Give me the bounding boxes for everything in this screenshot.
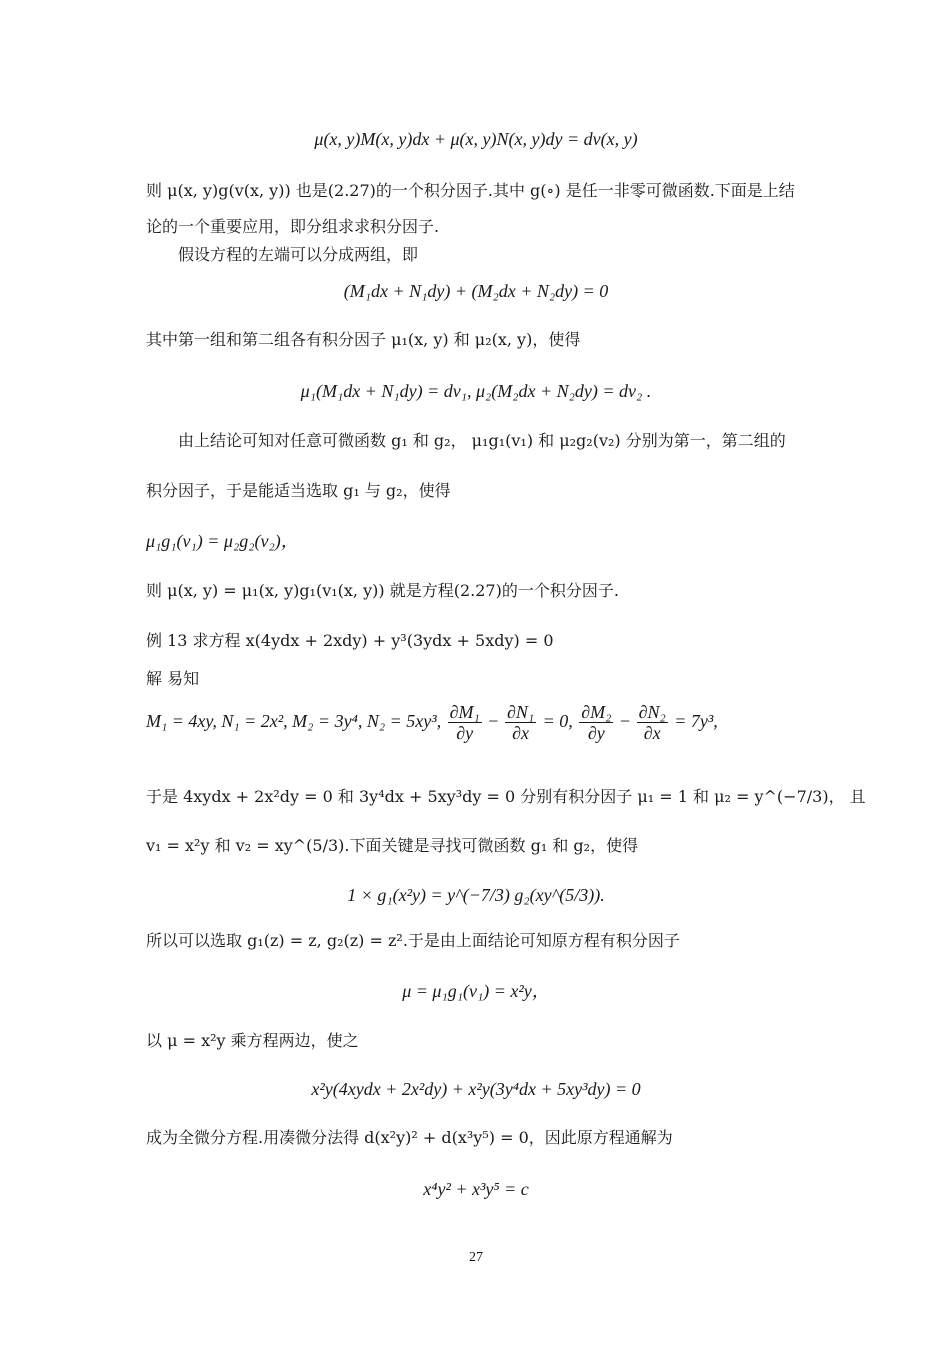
- fraction-denominator: ∂y: [456, 723, 474, 744]
- equation-segment: = 0,: [542, 711, 573, 731]
- paragraph-line: 以 μ = x²y 乘方程两边，使之: [146, 1031, 359, 1050]
- fraction-denominator: ∂x: [643, 723, 661, 744]
- solution-heading: 解 易知: [146, 669, 200, 688]
- paragraph-line: 于是 4xydx + 2x²dy = 0 和 3y⁴dx + 5xy³dy = 0 分别有积分因子 μ₁ = 1 和 μ₂ = y^(−7/3)， 且: [146, 787, 866, 806]
- fraction-denominator: ∂y: [587, 723, 605, 744]
- fraction-dN2-dx: [637, 702, 668, 743]
- page-number: 27: [469, 1250, 483, 1265]
- equation-select-g: μ₁g₁(v₁) = μ₂g₂(v₂)，: [146, 531, 299, 551]
- equation-general-solution: x⁴y² + x³y⁵ = c: [423, 1179, 529, 1199]
- fraction-denominator: ∂x: [512, 723, 529, 744]
- paragraph-line: 论的一个重要应用，即分组求求积分因子.: [146, 217, 440, 236]
- paragraph-line: 所以可以选取 g₁(z) = z, g₂(z) = z².于是由上面结论可知原方程有积分因子: [146, 931, 680, 950]
- equation-coefficients: M₁ = 4xy, N₁ = 2x², M₂ = 3y⁴, N₂ = 5xy³,: [146, 711, 442, 731]
- example-statement: 例 13 求方程 x(4ydx + 2xdy) + y³(3ydx + 5xdy) = 0: [146, 631, 554, 650]
- fraction-dM1-dy: [448, 702, 482, 743]
- fraction-numerator: ∂N₂: [638, 702, 666, 723]
- equation-grouping: (M₁dx + N₁dy) + (M₂dx + N₂dy) = 0: [343, 281, 609, 301]
- paragraph-line: 积分因子，于是能适当选取 g₁ 与 g₂，使得: [146, 481, 451, 500]
- equation-partials: M₁ = 4xy, N₁ = 2x², M₂ = 3y⁴, N₂ = 5xy³, $\frac{\text{∂M₁}}{\partial y}$ − $\frac{\text{∂N₁}}{\partial x}$ = 0, $\frac{\text{∂M₂}}{\partial y}$ − $\frac{\text{∂N₂}}{\partial x}$ = 7y³,: [146, 702, 718, 744]
- fraction-numerator: ∂M₂: [581, 702, 612, 723]
- paragraph-line: 成为全微分方程.用凑微分法得 d(x²y)² + d(x³y⁵) = 0，因此原方程通解为: [146, 1128, 673, 1147]
- paragraph-line: 其中第一组和第二组各有积分因子 μ₁(x, y) 和 μ₂(x, y)，使得: [146, 330, 581, 349]
- fraction-numerator: ∂M₁: [449, 702, 480, 723]
- fraction-numerator: ∂N₁: [506, 702, 535, 723]
- equation-mu: μ = μ₁g₁(v₁) = x²y，: [402, 981, 550, 1001]
- fraction-dN1-dx: [505, 702, 536, 743]
- paragraph-line: 则 μ(x, y)g(v(x, y)) 也是(2.27)的一个积分因子.其中 g(∘) 是任一非零可微函数.下面是上结: [146, 181, 795, 200]
- equation-segment: = 7y³,: [674, 711, 718, 731]
- equation-find-g: 1 × g₁(x²y) = y^(−7/3) g₂(xy^(5/3)).: [347, 885, 605, 905]
- paragraph-line: 则 μ(x, y) = μ₁(x, y)g₁(v₁(x, y)) 就是方程(2.27)的一个积分因子.: [146, 581, 619, 600]
- equation-groups: μ₁(M₁dx + N₁dy) = dv₁, μ₂(M₂dx + N₂dy) = dv₂ .: [300, 381, 652, 401]
- paragraph-line: 假设方程的左端可以分成两组，即: [178, 245, 419, 264]
- equation-multiplied: x²y(4xydx + 2x²dy) + x²y(3y⁴dx + 5xy³dy) = 0: [311, 1079, 641, 1099]
- paragraph-line: 由上结论可知对任意可微函数 g₁ 和 g₂， μ₁g₁(v₁) 和 μ₂g₂(v₂) 分别为第一，第二组的: [178, 431, 786, 450]
- paragraph-line: v₁ = x²y 和 v₂ = xy^(5/3).下面关键是寻找可微函数 g₁ 和 g₂，使得: [146, 836, 639, 855]
- equation-integral-factor: μ(x, y)M(x, y)dx + μ(x, y)N(x, y)dy = dv(x, y): [314, 129, 638, 149]
- fraction-dM2-dy: [579, 702, 613, 743]
